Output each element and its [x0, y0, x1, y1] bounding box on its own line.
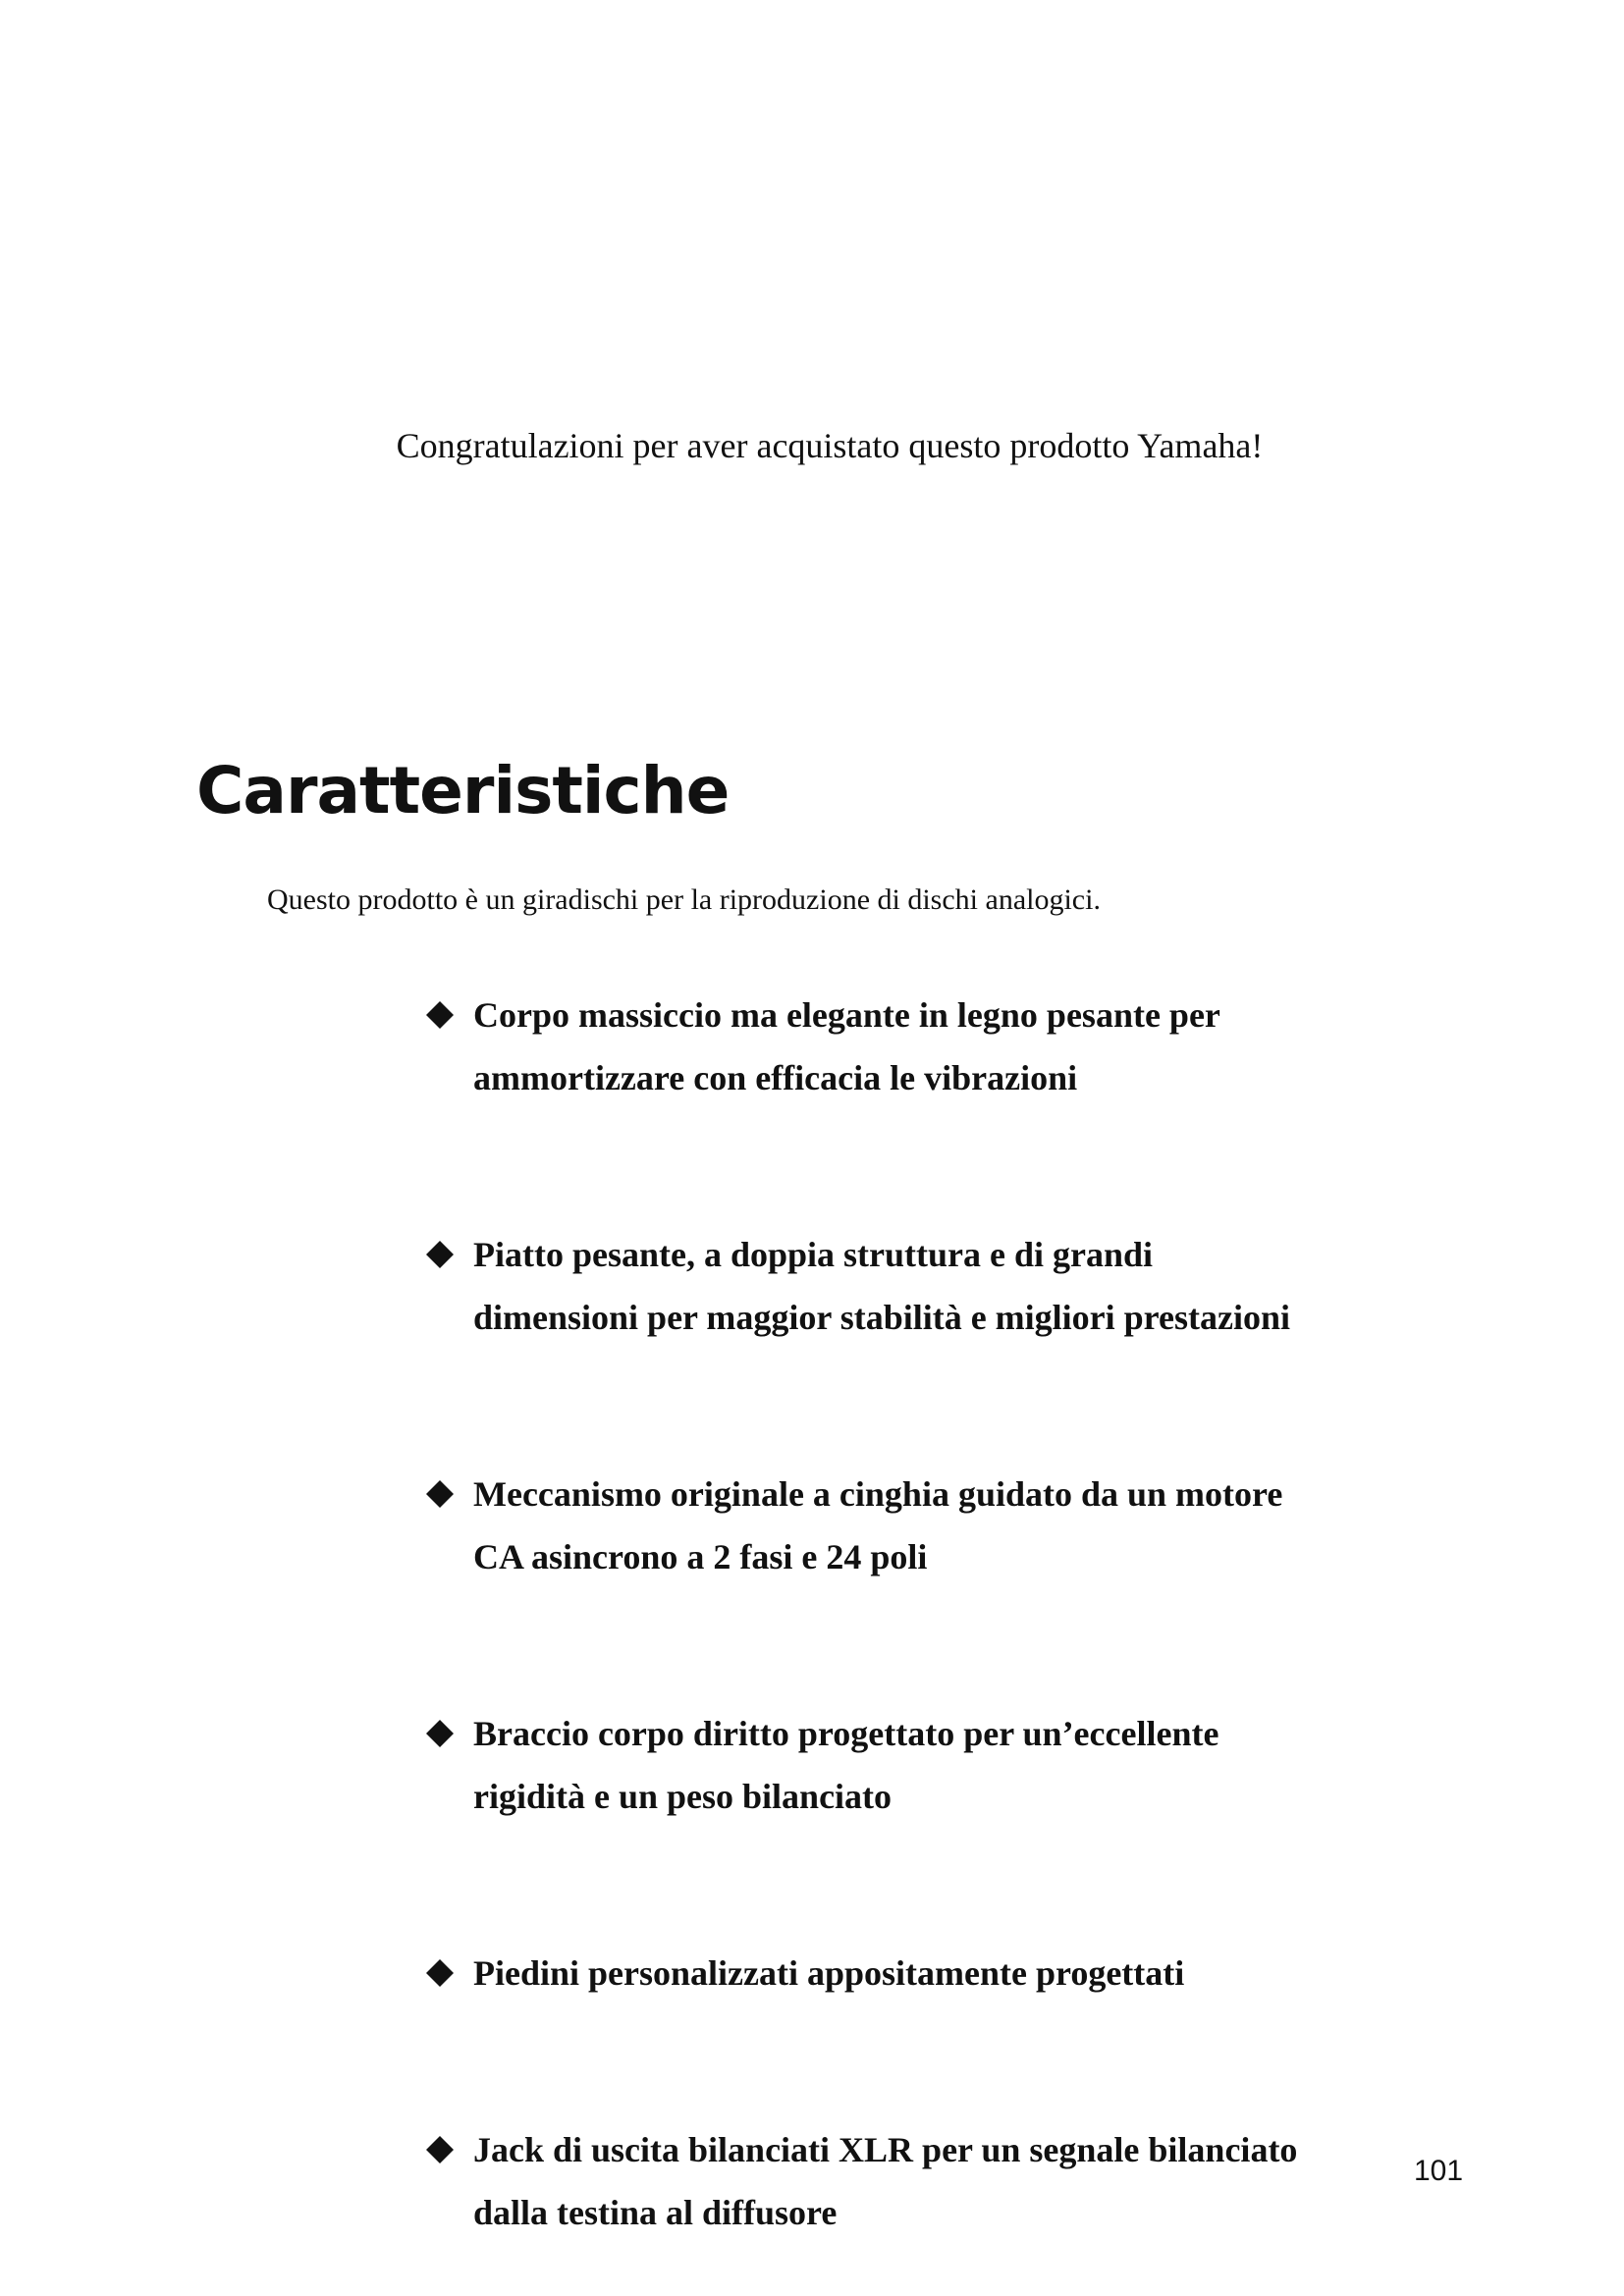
feature-line: rigidità e un peso bilanciato [473, 1777, 893, 1816]
feature-line: Jack di uscita bilanciati XLR per un segnale bilanciato [473, 2130, 1298, 2169]
black-diamond-icon [424, 1239, 456, 1270]
feature-item [424, 1463, 1406, 1588]
black-diamond-icon [424, 1957, 456, 1989]
page-number: 101 [1414, 2155, 1464, 2187]
feature-item [424, 1942, 1406, 2004]
feature-line: Corpo massiccio ma elegante in legno pesante per [473, 995, 1220, 1035]
feature-line: CA asincrono a 2 fasi e 24 poli [473, 1537, 928, 1576]
feature-line: dimensioni per maggior stabilità e migliori prestazioni [473, 1298, 1290, 1337]
black-diamond-icon [424, 999, 456, 1031]
feature-item [424, 1702, 1406, 1828]
feature-list [424, 984, 1406, 2244]
black-diamond-icon [424, 1718, 456, 1749]
feature-item [424, 1223, 1406, 1349]
feature-item [424, 2118, 1406, 2244]
greeting-text: Congratulazioni per aver acquistato questo prodotto Yamaha! [396, 426, 1264, 465]
feature-line: dalla testina al diffusore [473, 2193, 838, 2232]
feature-line: ammortizzare con efficacia le vibrazioni [473, 1058, 1078, 1097]
feature-line: Meccanismo originale a cinghia guidato da un motore [473, 1474, 1283, 1514]
feature-item [424, 984, 1406, 1109]
feature-line: Piedini personalizzati appositamente progettati [473, 1953, 1185, 1993]
feature-line: Piatto pesante, a doppia struttura e di grandi [473, 1235, 1154, 1274]
black-diamond-icon [424, 2134, 456, 2165]
feature-line: Braccio corpo diritto progettato per un’eccellente [473, 1714, 1219, 1753]
black-diamond-icon [424, 1478, 456, 1510]
section-intro: Questo prodotto è un giradischi per la riproduzione di dischi analogici. [267, 883, 1101, 916]
section-title: Caratteristiche [196, 753, 730, 828]
